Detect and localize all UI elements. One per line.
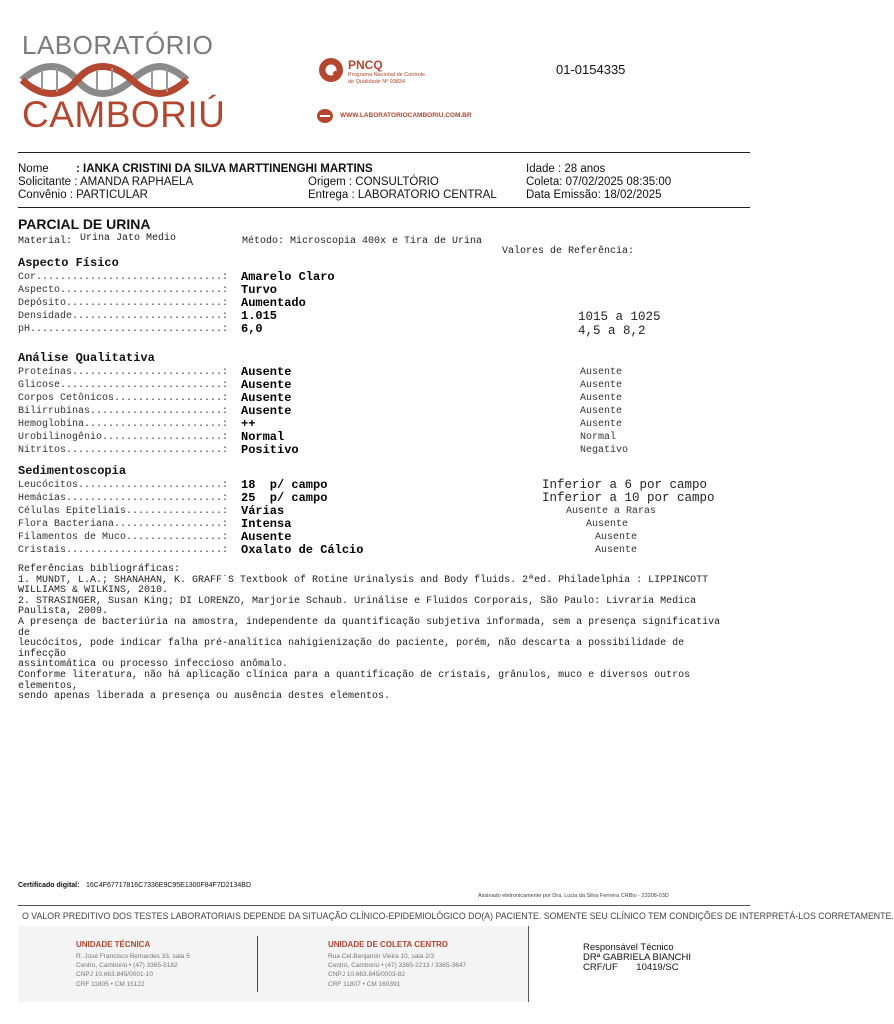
result-label: Células Epiteliais................: [18,506,229,517]
reference-value: Inferior a 10 por campo [542,491,715,505]
reference-header: Valores de Referência: [502,246,635,257]
result-label: Corpos Cetônicos..................: [18,393,229,404]
result-value: Ausente [241,365,292,379]
reference-value: Ausente [580,393,623,404]
certificate-value: 16C4F67717816C7336E9C95E1300F84F7D2134BD [86,882,252,889]
name-label: Nome [18,163,49,175]
lab-logo-bottom-text: CAMBORIÚ [22,94,226,135]
result-value: Amarelo Claro [241,270,335,284]
reference-value: Ausente [580,367,623,378]
result-value: 18 p/ campo [241,478,328,492]
result-label: pH................................: [18,324,229,335]
lab-logo-top-text: LABORATÓRIO [22,30,214,60]
result-value: Turvo [241,283,278,297]
certificate-label: Certificado digital: [18,882,80,889]
report-code: 01-0154335 [556,62,626,77]
requester: Solicitante : AMANDA RAPHAELA [18,176,194,188]
reference-value: Ausente [595,532,638,543]
patient-divider [18,207,750,208]
result-label: Proteínas.........................: [18,367,229,378]
website-e-icon [316,108,334,124]
pncq-title: PNCQ [348,58,383,72]
unit1-address: R. José Francisco Bernardes 33, sala 5 Centro, Camboriú • (47) 3365-5182 CNPJ 10.663.845/0001-10 CRF 11805 • CM 15122 [76,953,190,988]
reference-value: Inferior a 6 por campo [542,478,708,492]
result-value: 6,0 [241,322,263,336]
reference-value: Ausente a Raras [566,506,657,517]
predictive-value-warning: O VALOR PREDITIVO DOS TESTES LABORATORIAIS DEPENDE DA SITUAÇÃO CLÍNICO-EPIDEMIOLÓGICO DO(A) PACIENTE. SOMENTE SEU CLÍNICO TEM CONDIÇÕES DE INTERPRETÁ-LOS CORRETAMENTE. [22,911,894,921]
result-value: Aumentado [241,296,306,310]
dna-logo-icon [22,62,187,98]
result-label: Hemoglobina.......................: [18,419,229,430]
bibliographic-notes: Referências bibliográficas: 1. MUNDT, L.A.; SHANAHAN, K. GRAFF´S Textbook of Rotine Urinalysis and Body fluids. 2ªed. Philadelphia : LIPPINCOTT WILLIAMS & WILKINS, 2010. 2. STRASINGER, Susan King; DI LORENZO, Marjorie Schaub. Urinálise e Fluidos Corporais, São Paulo: Livraria Medica Paulista, 2009. A presença de bacteriúria na amostra, independente da quantificação subjetiva informada, sem a presença significativa de leucócitos, pode indicar falha pré-analítica nahigienização do paciente, porém, não descarta a possibilidade de infecção assintomática ou processo infeccioso anômalo. Conforme literatura, não há aplicação clínica para a quantificação de cristais, grânulos, muco e diversos outros elementos, sendo apenas liberada a presença ou ausência destes elementos. [18,564,721,703]
result-label: Bilirrubinas......................: [18,406,229,417]
footer-divider [18,905,750,906]
result-label: Glicose...........................: [18,380,229,391]
responsible-label: Responsável Técnico [583,942,674,953]
footer-separator [257,936,258,992]
responsible-crf: CRF/UF 10419/SC [583,962,679,973]
result-value: 1.015 [241,309,278,323]
reference-value: Normal [580,432,617,443]
header-divider [18,152,750,153]
exam-title: PARCIAL DE URINA [18,216,151,232]
result-label: Flora Bacteriana..................: [18,519,229,530]
issue-date: Data Emissão: 18/02/2025 [526,189,662,201]
result-value: Ausente [241,530,292,544]
reference-value: 1015 a 1025 [578,310,661,324]
result-label: Aspecto...........................: [18,285,229,296]
patient-name: : IANKA CRISTINI DA SILVA MARTTINENGHI MARTINS [76,163,373,175]
result-value: ++ [241,417,256,431]
collection-date: Coleta: 07/02/2025 08:35:00 [526,176,672,188]
unit1-title: UNIDADE TÉCNICA [76,940,151,949]
result-value: Várias [241,504,285,518]
pncq-subtitle: Programa Nacional de Controle de Qualidade Nº 03834 [348,72,426,85]
website-link[interactable]: WWW.LABORATORIOCAMBORIU.COM.BR [340,112,472,119]
insurance: Convênio : PARTICULAR [18,189,148,201]
section-sediment-title: Sedimentoscopia [18,464,127,478]
reference-value: Ausente [580,406,623,417]
result-value: 25 p/ campo [241,491,328,505]
result-label: Nitritos..........................: [18,445,229,456]
result-value: Normal [241,430,285,444]
reference-value: Ausente [595,545,638,556]
result-label: Hemácias..........................: [18,493,229,504]
result-label: Leucócitos........................: [18,480,229,491]
reference-value: Ausente [580,419,623,430]
section-physical-title: Aspecto Físico [18,256,119,270]
result-label: Depósito..........................: [18,298,229,309]
responsible-name: DRª GABRIELA BIANCHI [583,952,692,963]
method: Método: Microscopia 400x e Tira de Urina [242,236,483,247]
reference-value: Negativo [580,445,629,456]
delivery: Entrega : LABORATORIO CENTRAL [308,189,497,201]
result-value: Intensa [241,517,292,531]
material-value: Urina Jato Medio [80,233,177,244]
result-value: Oxalato de Cálcio [241,543,364,557]
reference-value: Ausente [580,380,623,391]
result-label: Filamentos de Muco................: [18,532,229,543]
unit2-title: UNIDADE DE COLETA CENTRO [328,940,448,949]
section-qualitative-title: Análise Qualitativa [18,351,155,365]
result-value: Positivo [241,443,299,457]
origin: Origem : CONSULTÓRIO [308,176,439,188]
result-label: Urobilinogênio....................: [18,432,229,443]
result-label: Densidade.........................: [18,311,229,322]
unit2-address: Rua Cel.Benjamin Vieira 10, sala 2/3 Centro, Camboriú • (47) 3365-2213 / 3365-3647 CNPJ 10.663.845/0003-82 CRF 11807 • CM 160391 [328,953,467,988]
reference-value: 4,5 a 8,2 [578,324,646,338]
result-label: Cristais..........................: [18,545,229,556]
patient-age: Idade : 28 anos [526,163,606,175]
pncq-seal-icon [316,56,346,84]
material-label: Material: [18,236,73,247]
result-value: Ausente [241,404,292,418]
result-value: Ausente [241,391,292,405]
reference-value: Ausente [586,519,629,530]
result-value: Ausente [241,378,292,392]
result-label: Cor...............................: [18,272,229,283]
signature-note: Assinado eletronicamente por Dra. Lucia da Silva Ferreira CRBio - 23208-03D [478,893,669,899]
